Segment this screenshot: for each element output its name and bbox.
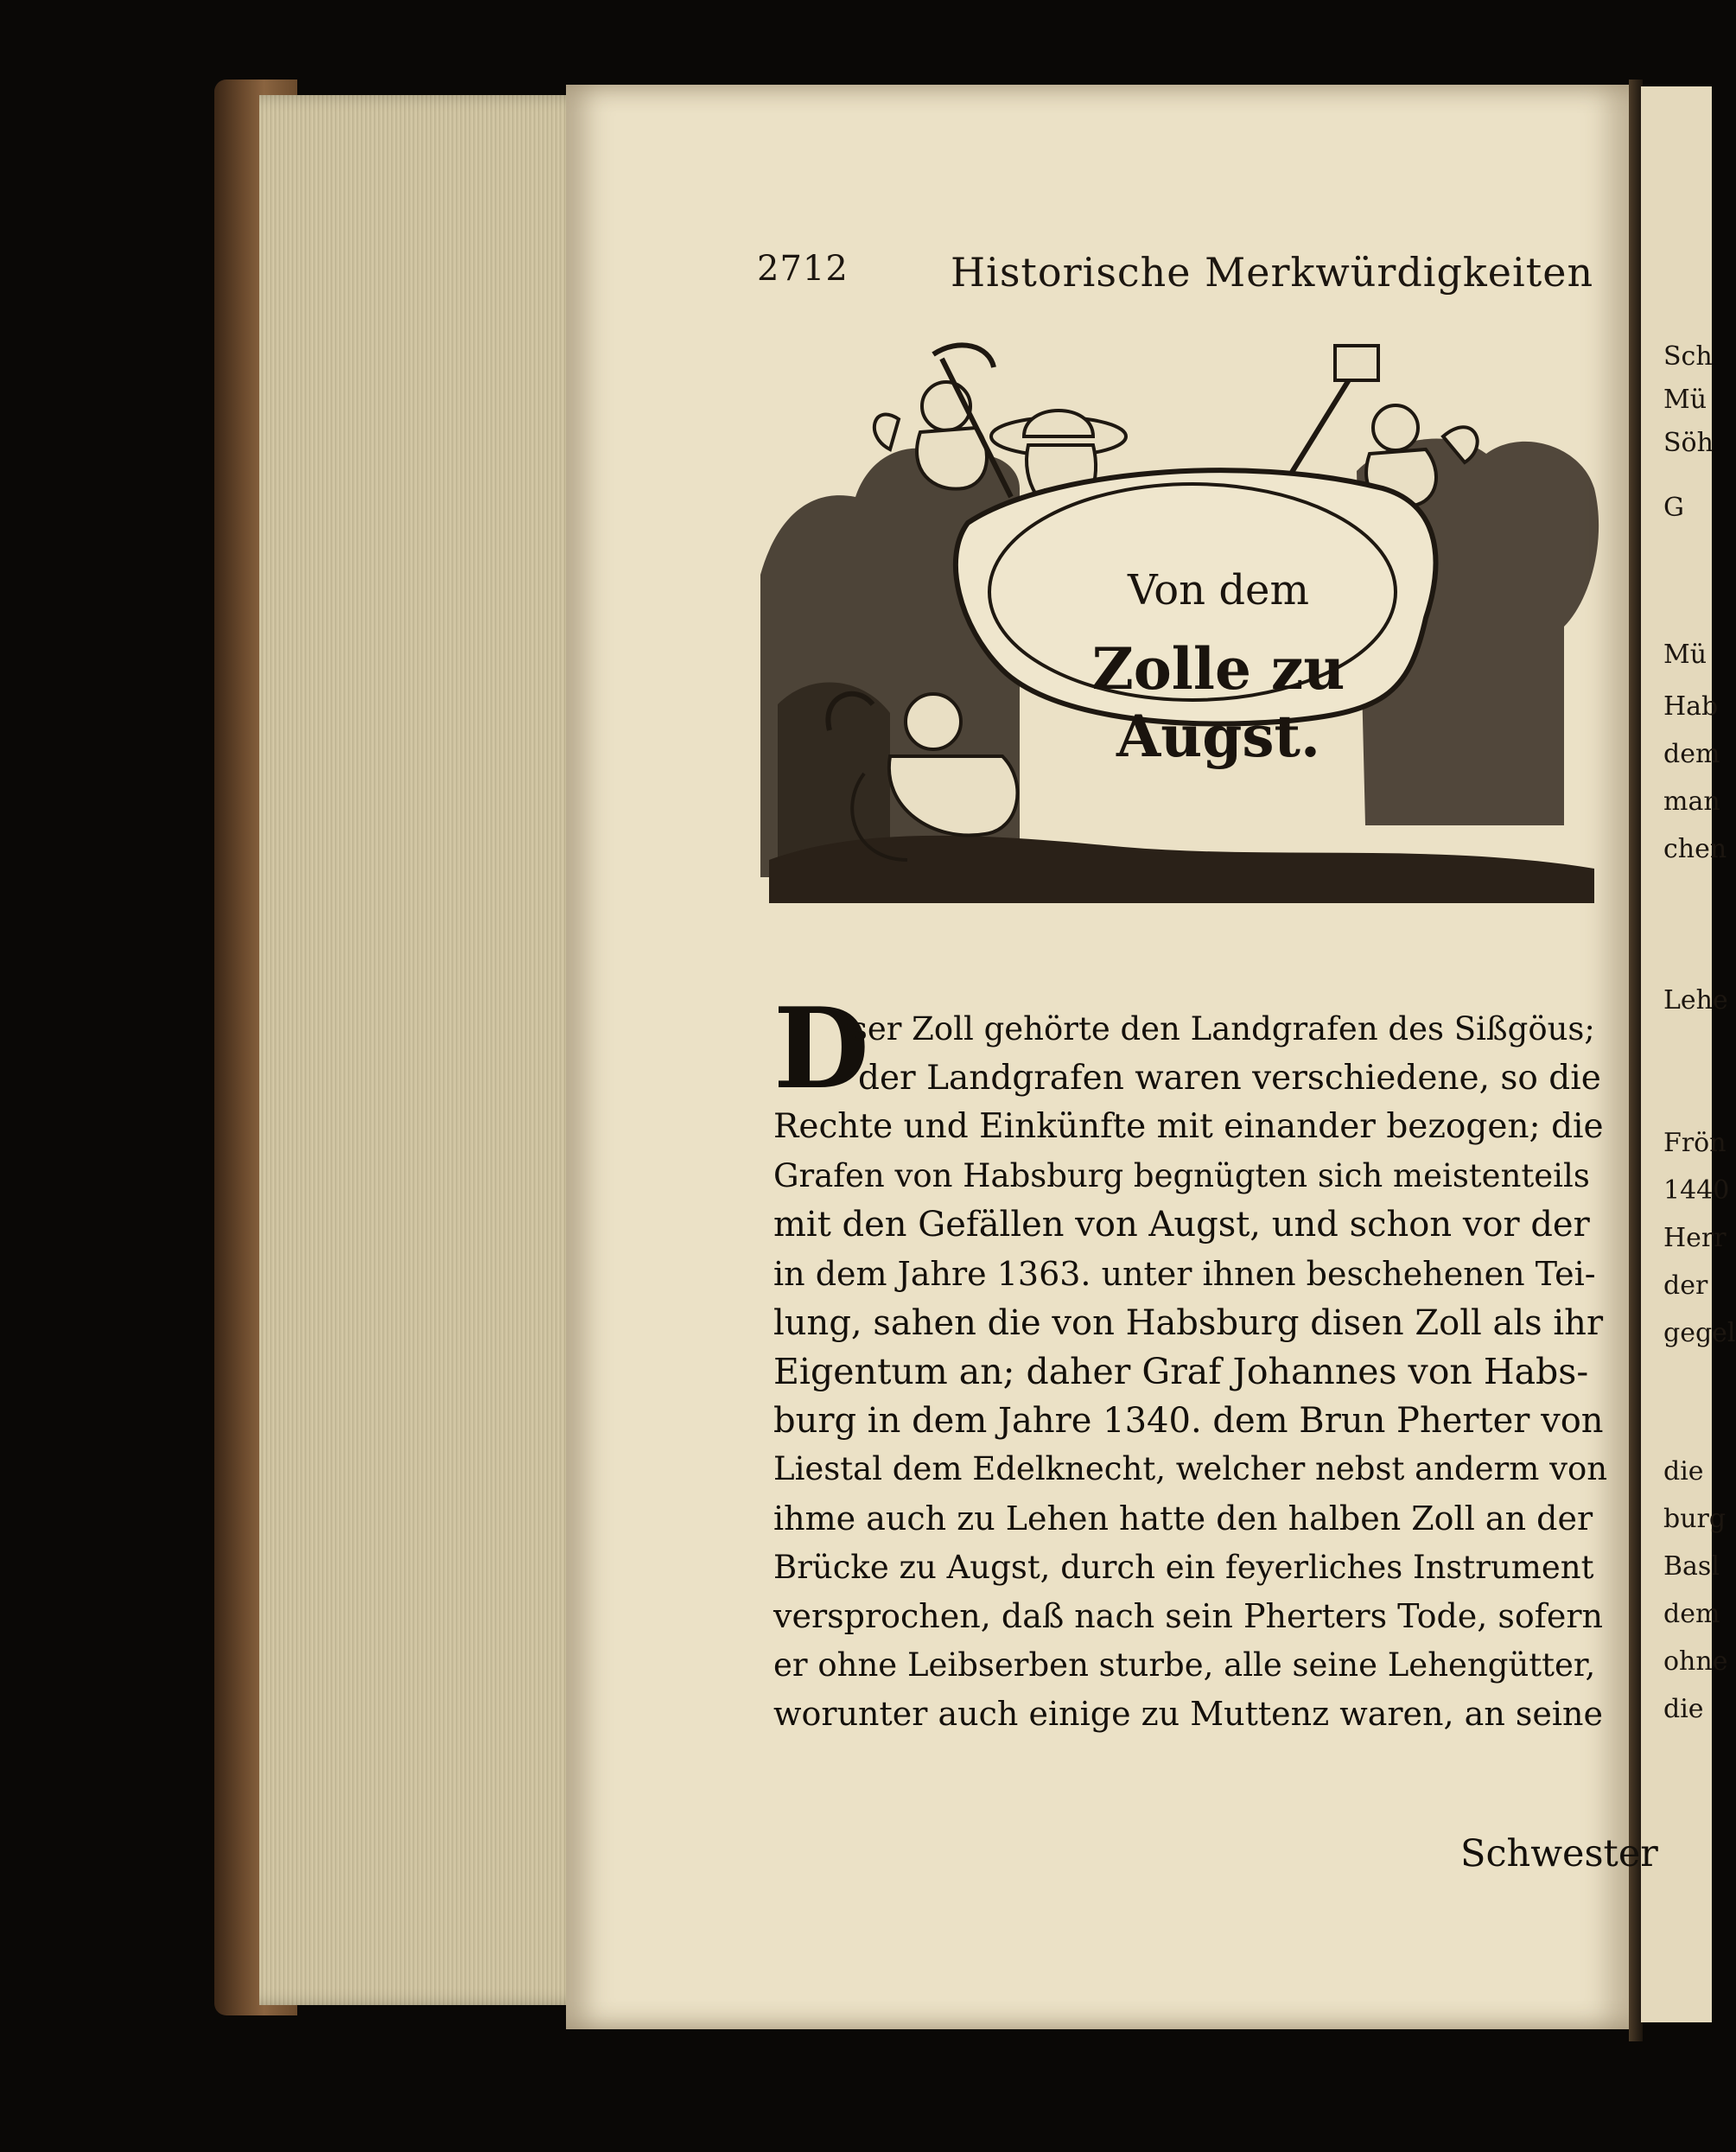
facing-line: chen (1663, 834, 1727, 864)
facing-line: Basl (1663, 1551, 1720, 1582)
facing-line: dem (1663, 1599, 1720, 1629)
body-line: burg in dem Jahre 1340. dem Brun Pherter von (773, 1400, 1604, 1441)
body-line: der Landgrafen waren verschiedene, so die (858, 1058, 1601, 1098)
cartouche-title (1002, 566, 1434, 770)
body-line: worunter auch einige zu Muttenz waren, an seine (773, 1695, 1603, 1734)
facing-line: Mü (1663, 640, 1707, 670)
body-line: Grafen von Habsburg begnügten sich meistenteils (773, 1156, 1590, 1194)
facing-line: Hab (1663, 691, 1719, 722)
facing-line: G (1663, 493, 1684, 523)
body-line: Rechte und Einkünfte mit einander bezogen; die (773, 1107, 1604, 1147)
facing-line: Mü (1663, 385, 1707, 415)
running-title: Historische Merkwürdigkeiten (951, 249, 1594, 296)
facing-line: Sch (1663, 341, 1713, 372)
body-line: mit den Gefällen von Augst, und schon vor der (773, 1205, 1590, 1245)
catchword: Schwester (1460, 1832, 1658, 1875)
body-line: Liestal dem Edelknecht, welcher nebst anderm von (773, 1450, 1608, 1488)
facing-line: der (1663, 1270, 1708, 1301)
body-line: in dem Jahre 1363. unter ihnen beschehenen Tei- (773, 1254, 1596, 1293)
drop-cap-initial: D (773, 984, 869, 1114)
cartouche-line-1: Von dem (1128, 566, 1309, 614)
facing-line: Lehe (1663, 985, 1728, 1016)
facing-line: dem (1663, 739, 1720, 769)
facing-line: burg (1663, 1504, 1726, 1534)
body-line: lung, sahen die von Habsburg disen Zoll als ihr (773, 1302, 1604, 1343)
cartouche-line-2: Zolle zu Augst. (1091, 635, 1345, 770)
facing-line: ohne (1663, 1646, 1728, 1677)
body-line: er ohne Leibserben sturbe, alle seine Lehengütter, (773, 1646, 1596, 1684)
facing-line: 1440 (1663, 1175, 1730, 1206)
body-line: iser Zoll gehörte den Landgrafen des Sißgöus; (841, 1010, 1595, 1047)
facing-line: Frön (1663, 1128, 1726, 1158)
body-line: Brücke zu Augst, durch ein feyerliches Instrument (773, 1548, 1594, 1586)
facing-line: die (1663, 1456, 1704, 1487)
body-line: ihme auch zu Lehen hatte den halben Zoll an der (773, 1499, 1593, 1538)
facing-line: Söh (1663, 428, 1714, 458)
body-line: Eigentum an; daher Graf Johannes von Habs- (773, 1351, 1589, 1393)
ground-illustration (769, 836, 1594, 903)
running-head (0, 249, 1712, 301)
page-block-edges (259, 95, 592, 2005)
facing-line: die (1663, 1694, 1704, 1724)
page-number: 2712 (757, 249, 849, 289)
facing-line: Herr (1663, 1223, 1726, 1253)
facing-line: gegel (1663, 1318, 1736, 1348)
facing-page-fragment (1641, 86, 1736, 2022)
body-line: versprochen, daß nach sein Pherters Tode, sofern (773, 1597, 1603, 1636)
facing-line: man (1663, 786, 1720, 817)
body-text (773, 1005, 1607, 1739)
